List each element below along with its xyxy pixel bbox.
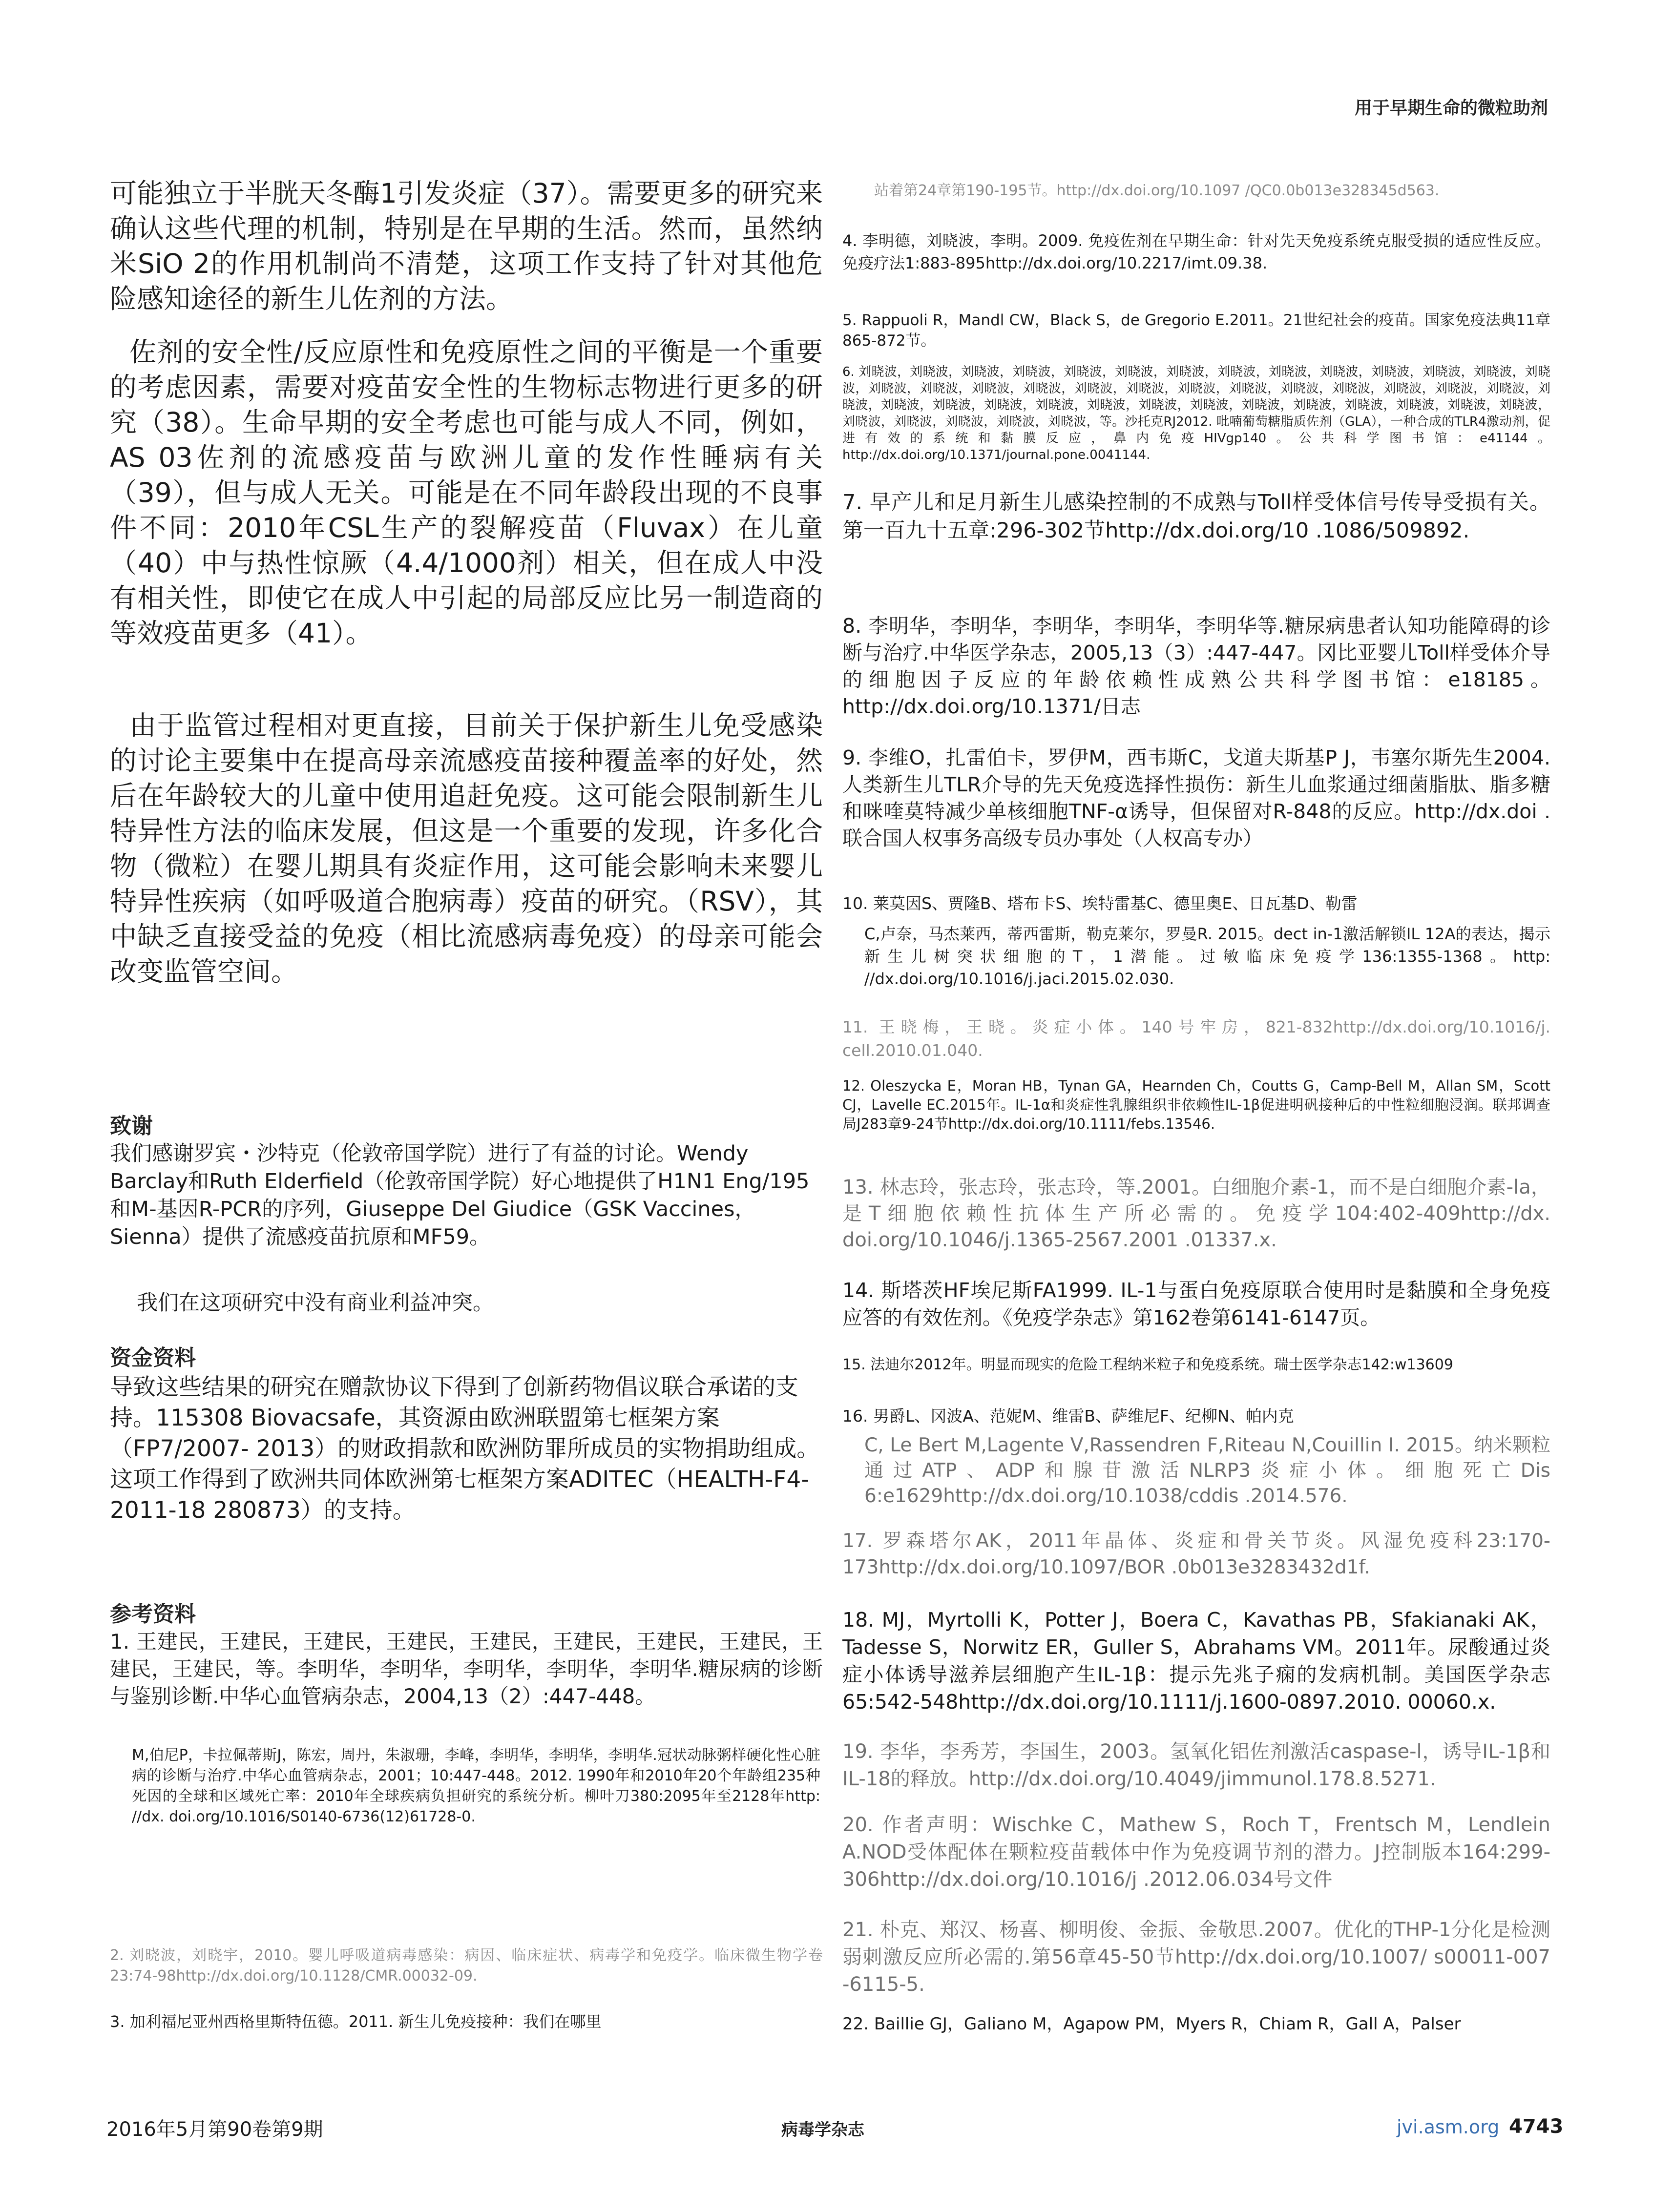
footer-journal: 病毒学杂志 bbox=[781, 2120, 864, 2140]
reference-6: 6. 刘晓波，刘晓波，刘晓波，刘晓波，刘晓波，刘晓波，刘晓波，刘晓波，刘晓波，刘晓波，刘晓波，刘晓波，刘晓波，刘晓波，刘晓波，刘晓波，刘晓波，刘晓波，刘晓波，刘晓波，刘晓波，刘晓波，刘晓波，刘晓波，刘晓波，刘晓波，刘晓波，刘晓波，刘晓波，刘晓波，刘晓波，刘晓波，刘晓波，刘晓波，刘晓波，刘晓波，刘晓波，刘晓波，刘晓波，刘晓波，刘晓波，刘晓波，刘晓波，刘晓波，刘晓波，刘晓波，等。沙托克RJ2012. 吡喃葡萄糖脂质佐剂（GLA），一种合成的TLR4激动剂，促进有效的系统和黏膜反应，鼻内免疫HIVgp140。公共科学图书馆：e41144。http://dx.doi.org/10.1371/journal.pone.0041144. bbox=[842, 365, 1550, 462]
body-paragraph-2: 佐剂的安全性/反应原性和免疫原性之间的平衡是一个重要的考虑因素，需要对疫苗安全性的生物标志物进行更多的研究（38）。生命早期的安全考虑也可能与成人不同，例如，AS 03佐剂的流感疫苗与欧洲儿童的发作性睡病有关（39），但与成人无关。可能是在不同年龄段出现的不良事件不同：2010年CSL生产的裂解疫苗（Fluvax）在儿童（40）中与热性惊厥（4.4/1000剂）相关，但在成人中没有相关性，即使它在成人中引起的局部反应比另一制造商的等效疫苗更多（41）。 bbox=[110, 336, 823, 649]
reference-3-cont: 站着第24章第190-195节。http://dx.doi.org/10.1097 /QC0.0b013e328345d563. bbox=[874, 182, 1440, 199]
running-title: 用于早期生命的微粒助剂 bbox=[1354, 98, 1548, 118]
reference-3: 3. 加利福尼亚州西格里斯特伍德。2011. 新生儿免疫接种：我们在哪里 bbox=[110, 2012, 602, 2031]
ack-heading: 致谢 bbox=[110, 1114, 153, 1138]
reference-2: 2. 刘晓波，刘晓宇，2010。婴儿呼吸道病毒感染：病因、临床症状、病毒学和免疫学。临床微生物学卷23:74-98http://dx.doi.org/10.1128/CMR.00032-09. bbox=[110, 1947, 823, 1985]
reference-11: 11. 王晓梅，王晓。炎症小体。140号牢房，821-832http://dx.doi.org/10.1016/j. cell.2010.01.040. bbox=[842, 1017, 1550, 1060]
reference-1: 1. 王建民，王建民，王建民，王建民，王建民，王建民，王建民，王建民，王建民，王建民，等。李明华，李明华，李明华，李明华，李明华.糖尿病的诊断与鉴别诊断.中华心血管病杂志，2004,13（2）:447-448。 bbox=[110, 1630, 823, 1708]
reference-10-cont: C,卢奈，马杰莱西，蒂西雷斯，勒克莱尔，罗曼R. 2015。dect in-1激活解锁IL 12A的表达，揭示新生儿树突状细胞的T，1潜能。过敏临床免疫学136:1355-1368。http: //dx.doi.org/10.1016/j.jaci.2015.02.030. bbox=[864, 925, 1550, 988]
reference-21: 21. 朴克、郑汉、杨喜、柳明俊、金振、金敬思.2007。优化的THP-1分化是检测弱刺激反应所必需的.第56章45-50节http://dx.doi.org/10.1007/ s00011-007 -6115-5. bbox=[842, 1919, 1550, 1996]
reference-16-cont: C, Le Bert M,Lagente V,Rassendren F,Riteau N,Couillin I. 2015。纳米颗粒通过ATP、ADP和腺苷激活NLRP3炎症小体。细胞死亡Dis 6:e1629http://dx.doi.org/10.1038/cddis .2014.576. bbox=[864, 1434, 1550, 1507]
footer-page-number: 4743 bbox=[1509, 2115, 1564, 2138]
reference-13: 13. 林志玲，张志玲，张志玲，等.2001。白细胞介素-1，而不是白细胞介素-la，是T细胞依赖性抗体生产所必需的。免疫学104:402-409http://dx. doi.org/10.1046/j.1365-2567.2001 .01337.x. bbox=[842, 1176, 1550, 1251]
reference-9: 9. 李维O，扎雷伯卡，罗伊M，西韦斯C，戈道夫斯基P J，韦塞尔斯先生2004. 人类新生儿TLR介导的先天免疫选择性损伤：新生儿血浆通过细菌脂肽、脂多糖和咪喹莫特减少单核细胞TNF-α诱导，但保留对R-848的反应。http://dx.doi .联合国人权事务高级专员办事处（人权高专办） bbox=[842, 746, 1550, 850]
funding-heading: 资金资料 bbox=[110, 1345, 196, 1370]
reference-4: 4. 李明德，刘晓波，李明。2009. 免疫佐剂在早期生命：针对先天免疫系统克服受损的适应性反应。免疫疗法1:883-895http://dx.doi.org/10.2217/imt.09.38. bbox=[842, 231, 1550, 272]
footer-url[interactable]: jvi.asm.org bbox=[1397, 2116, 1500, 2138]
reference-19: 19. 李华，李秀芳，李国生，2003。氢氧化铝佐剂激活caspase-l，诱导IL-1β和IL-18的释放。http://dx.doi.org/10.4049/jimmunol.178.8.5271. bbox=[842, 1740, 1550, 1790]
conflict-statement: 我们在这项研究中没有商业利益冲突。 bbox=[137, 1291, 494, 1315]
reference-15: 15. 法迪尔2012年。明显而现实的危险工程纳米粒子和免疫系统。瑞士医学杂志142:w13609 bbox=[842, 1356, 1453, 1373]
footer-issue: 2016年5月第90卷第9期 bbox=[106, 2118, 323, 2141]
reference-14: 14. 斯塔茨HF埃尼斯FA1999. IL-1与蛋白免疫原联合使用时是黏膜和全身免疫应答的有效佐剂。《免疫学杂志》第162卷第6141-6147页。 bbox=[842, 1279, 1550, 1329]
reference-7: 7. 早产儿和足月新生儿感染控制的不成熟与Toll样受体信号传导受损有关。第一百九十五章:296-302节http://dx.doi.org/10 .1086/509892. bbox=[842, 490, 1550, 543]
reference-16: 16. 男爵L、冈波A、范妮M、维雷B、萨维尼F、纪柳N、帕内克 bbox=[842, 1406, 1294, 1426]
reference-8: 8. 李明华，李明华，李明华，李明华，李明华等.糖尿病患者认知功能障碍的诊断与治疗.中华医学杂志，2005,13（3）:447-447。冈比亚婴儿Toll样受体介导的细胞因子反应的年龄依赖性成熟公共科学图书馆：e18185。http://dx.doi.org/10.1371/日志 bbox=[842, 614, 1550, 718]
funding-text: 导致这些结果的研究在赠款协议下得到了创新药物倡议联合承诺的支持。115308 Biovacsafe，其资源由欧洲联盟第七框架方案（FP7/2007- 2013）的财政捐款和欧洲防罪所成员的实物捐助组成。这项工作得到了欧洲共同体欧洲第七框架方案ADITEC（HEALTH-F4-2011-18 280873）的支持。 bbox=[110, 1374, 820, 1524]
body-paragraph-3: 由于监管过程相对更直接，目前关于保护新生儿免受感染的讨论主要集中在提高母亲流感疫苗接种覆盖率的好处，然后在年龄较大的儿童中使用追赶免疫。这可能会限制新生儿特异性方法的临床发展，但这是一个重要的发现，许多化合物（微粒）在婴儿期具有炎症作用，这可能会影响未来婴儿特异性疾病（如呼吸道合胞病毒）疫苗的研究。（RSV），其中缺乏直接受益的免疫（相比流感病毒免疫）的母亲可能会改变监管空间。 bbox=[110, 710, 823, 987]
reference-5: 5. Rappuoli R，Mandl CW，Black S，de Gregorio E.2011。21世纪社会的疫苗。国家免疫法典11章865-872节。 bbox=[842, 311, 1550, 350]
reference-1-cont: M,伯尼P，卡拉佩蒂斯J，陈宏，周丹，朱淑珊，李峰，李明华，李明华，李明华.冠状动脉粥样硬化性心脏病的诊断与治疗.中华心血管病杂志，2001；10:447-448。2012. 1990年和2010年20个年龄组235种死因的全球和区域死亡率：2010年全球疾病负担研究的系统分析。柳叶刀380:2095年至2128年http: //dx. doi.org/10.1016/S0140-6736(12)61728-0. bbox=[132, 1747, 820, 1825]
reference-10: 10. 莱莫因S、贾隆B、塔布卡S、埃特雷基C、德里奥E、日瓦基D、勒雷 bbox=[842, 894, 1358, 913]
reference-18: 18. MJ，Myrtolli K，Potter J，Boera C，Kavathas PB，Sfakianaki AK，Tadesse S，Norwitz ER，Guller S，Abrahams VM。2011年。尿酸通过炎症小体诱导滋养层细胞产生IL-1β：提示先兆子痫的发病机制。美国医学杂志65:542-548http://dx.doi.org/10.1111/j.1600-0897.2010. 00060.x. bbox=[842, 1608, 1550, 1714]
ack-text: 我们感谢罗宾・沙特克（伦敦帝国学院）进行了有益的讨论。Wendy Barclay和Ruth Elderfield（伦敦帝国学院）好心地提供了H1N1 Eng/195和M-基因R-PCR的序列，Giuseppe Del Giudice（GSK Vaccines，Sienna）提供了流感疫苗抗原和MF59。 bbox=[110, 1141, 810, 1249]
reference-12: 12. Oleszycka E，Moran HB，Tynan GA，Hearnden Ch，Coutts G，Camp-Bell M，Allan SM，Scott CJ，Lavelle EC.2015年。IL-1α和炎症性乳腺组织非依赖性IL-1β促进明矾接种后的中性粒细胞浸润。联邦调查局J283章9-24节http://dx.doi.org/10.1111/febs.13546. bbox=[842, 1077, 1550, 1132]
reference-22: 22. Baillie GJ，Galiano M，Agapow PM，Myers R，Chiam R，Gall A，Palser bbox=[842, 2014, 1461, 2034]
body-paragraph-1: 可能独立于半胱天冬酶1引发炎症（37）。需要更多的研究来确认这些代理的机制，特别是在早期的生活。然而，虽然纳米SiO 2的作用机制尚不清楚，这项工作支持了针对其他危险感知途径的新生儿佐剂的方法。 bbox=[110, 178, 823, 314]
reference-17: 17. 罗森塔尔AK，2011年晶体、炎症和骨关节炎。风湿免疫科23:170-173http://dx.doi.org/10.1097/BOR .0b013e3283432d1f. bbox=[842, 1530, 1550, 1578]
references-heading: 参考资料 bbox=[110, 1602, 196, 1627]
reference-20: 20. 作者声明：Wischke C，Mathew S，Roch T，Frentsch M，Lendlein A.NOD受体配体在颗粒疫苗载体中作为免疫调节剂的潜力。J控制版本164:299-306http://dx.doi.org/10.1016/j .2012.06.034号文件 bbox=[842, 1814, 1550, 1891]
